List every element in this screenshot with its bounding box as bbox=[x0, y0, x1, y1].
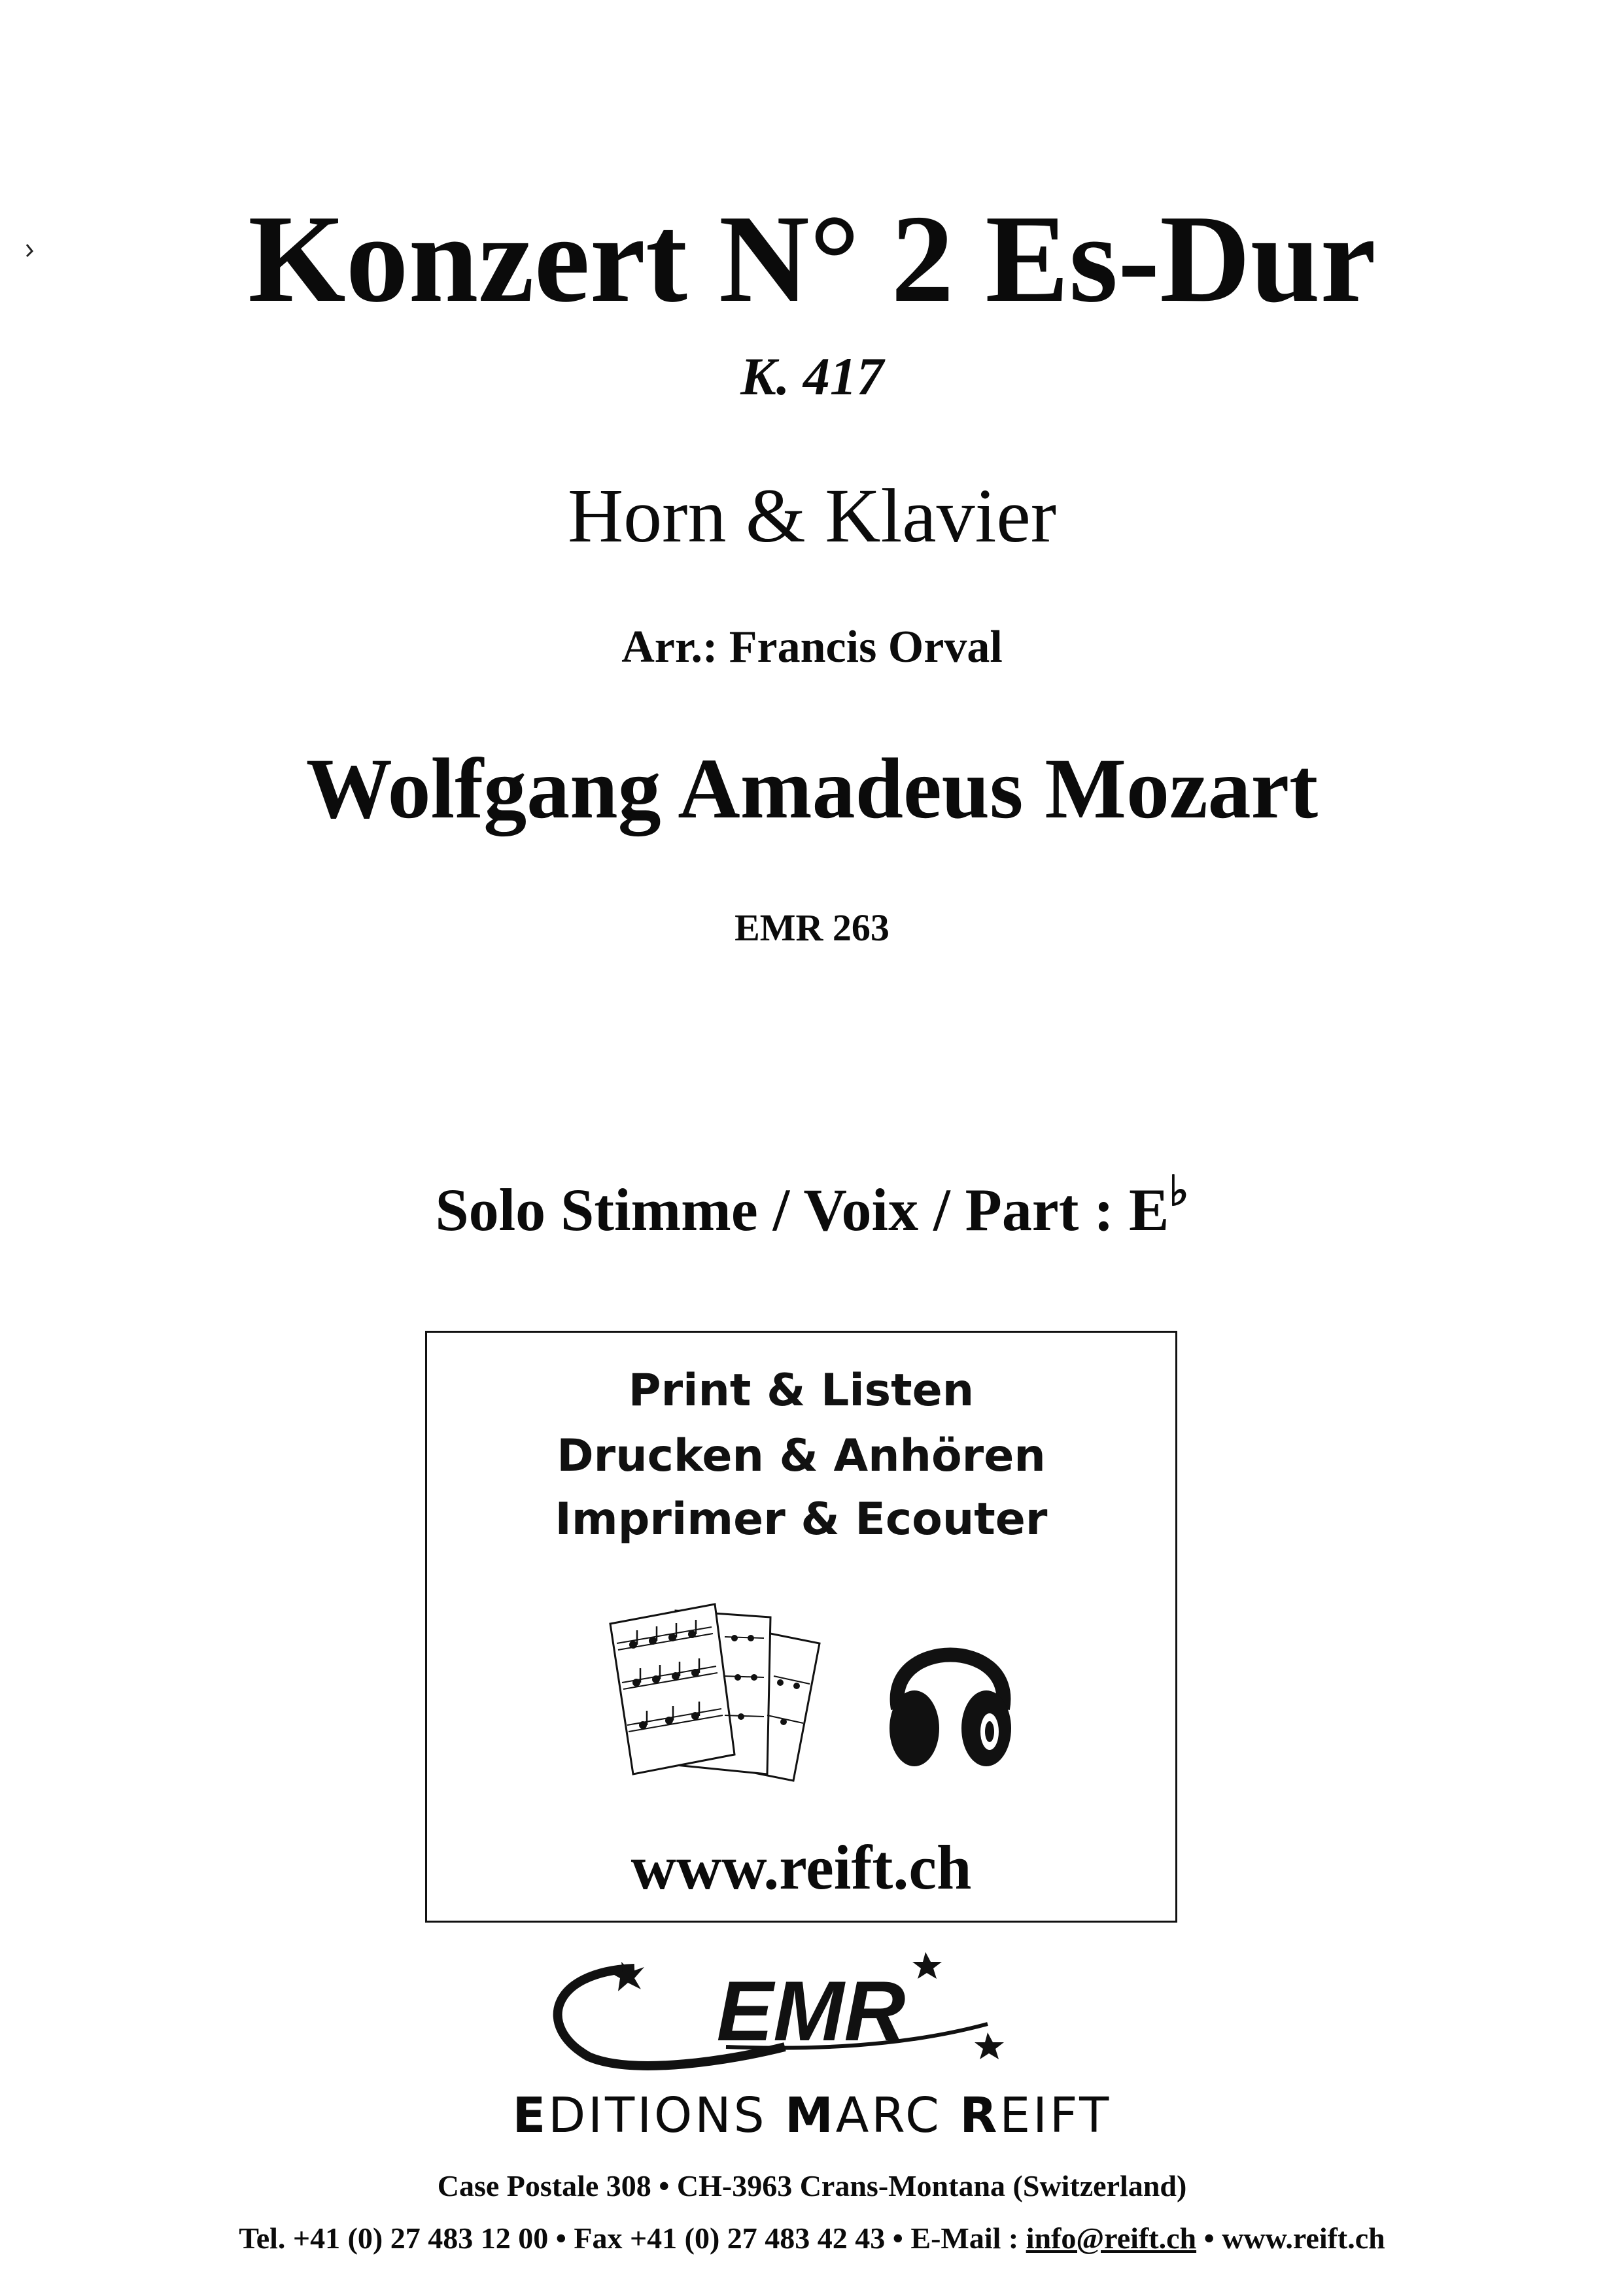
publisher-address: Case Postale 308 • CH-3963 Crans-Montana (Switzerland) bbox=[437, 2169, 1187, 2202]
publisher-contact: Tel. +41 (0) 27 483 12 00 • Fax +41 (0) 27 483 42 43 • E-Mail : info@reift.ch • www.reift.ch bbox=[239, 2221, 1385, 2255]
edition-number: EMR 263 bbox=[734, 906, 890, 949]
email-link[interactable]: info@reift.ch bbox=[1026, 2221, 1197, 2255]
emr-logo bbox=[536, 1949, 1046, 2073]
promo-line-german: Drucken & Anhören bbox=[557, 1430, 1046, 1482]
promo-box bbox=[425, 1331, 1177, 1923]
flat-sign: ♭ bbox=[1169, 1168, 1189, 1214]
promo-line-french: Imprimer & Ecouter bbox=[555, 1494, 1048, 1545]
headphones-icon bbox=[878, 1611, 1022, 1774]
promo-line-english: Print & Listen bbox=[628, 1365, 975, 1416]
composer: Wolfgang Amadeus Mozart bbox=[305, 740, 1319, 836]
part-label bbox=[0, 1168, 1624, 1243]
sheet-music-icon bbox=[604, 1598, 839, 1787]
page-title: Konzert N° 2 Es-Dur bbox=[248, 189, 1376, 328]
publisher-name: EDITIONS MARC REIFT bbox=[512, 2087, 1112, 2144]
logo-text: EMR bbox=[716, 1963, 906, 2059]
instrumentation: Horn & Klavier bbox=[567, 473, 1057, 558]
catalogue-number: K. 417 bbox=[740, 347, 884, 406]
part-text: Solo Stimme / Voix / Part : E bbox=[435, 1176, 1169, 1243]
arranger: Arr.: Francis Orval bbox=[621, 622, 1003, 672]
website-link[interactable]: www.reift.ch bbox=[631, 1832, 972, 1902]
